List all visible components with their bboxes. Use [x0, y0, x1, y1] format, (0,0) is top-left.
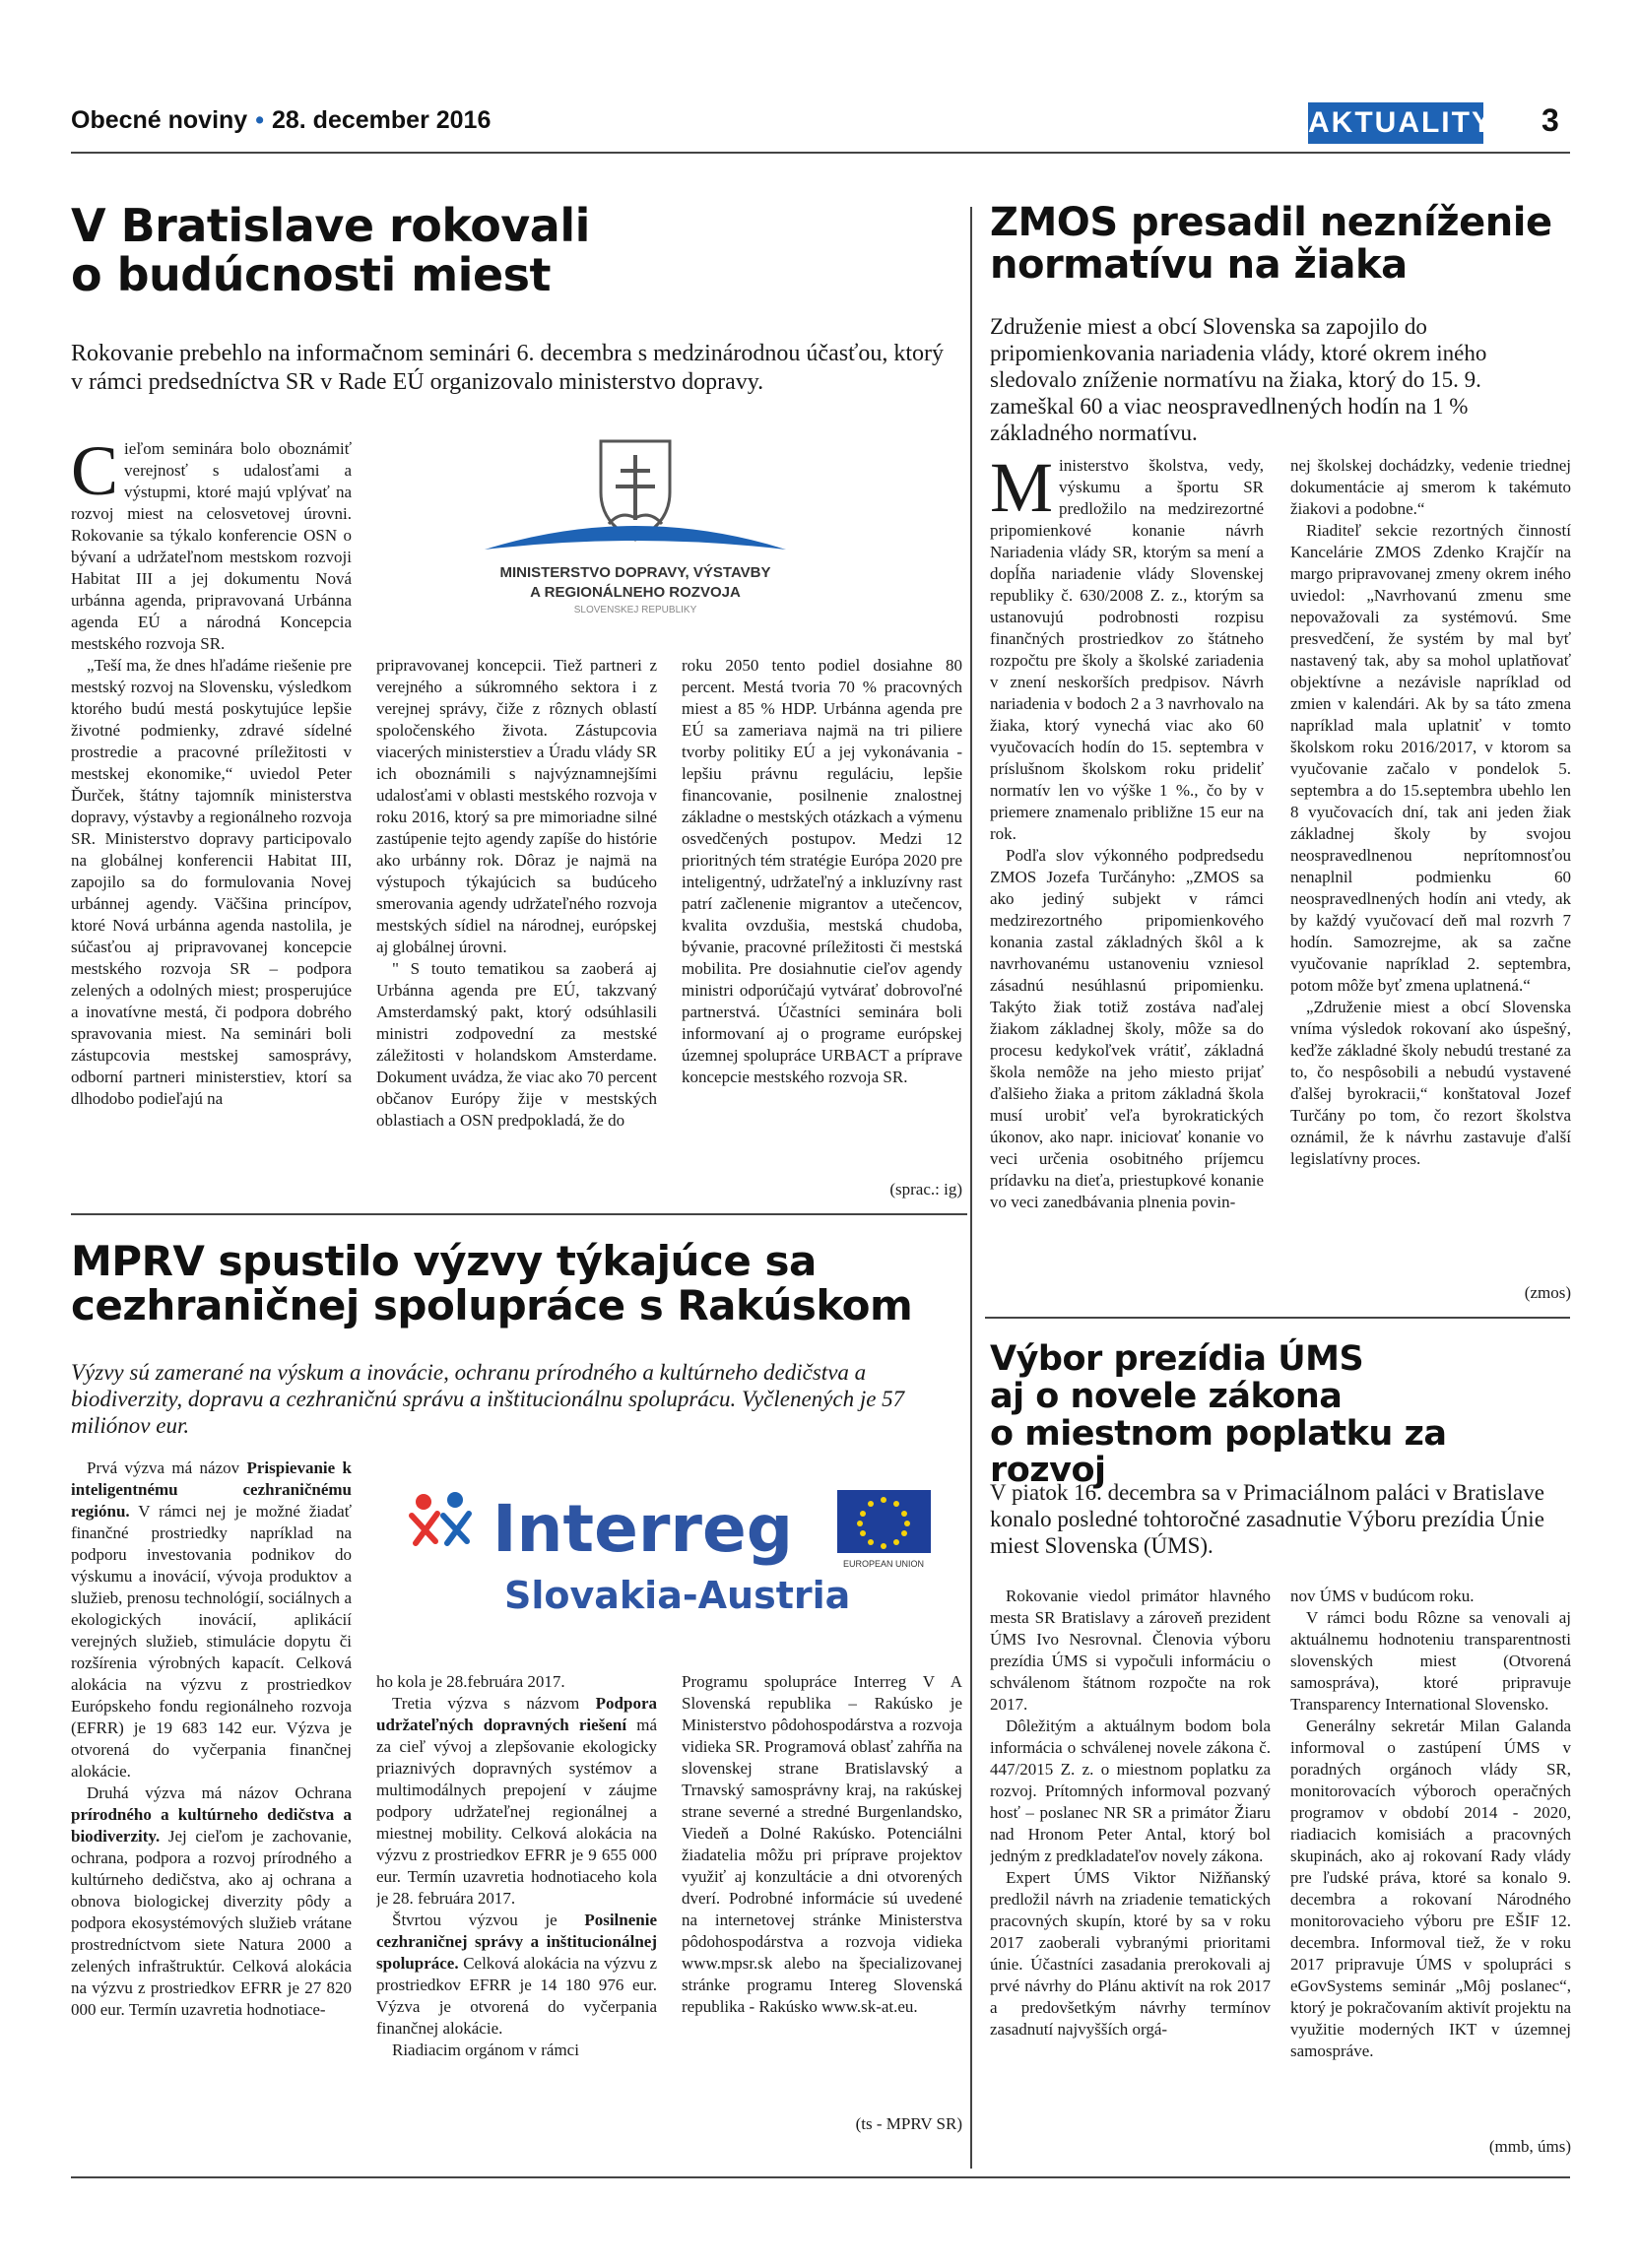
headline-line: Výbor prezídia ÚMS [990, 1339, 1364, 1379]
text-run: V rámci nej je možné žiadať finančné prostriedky napríklad na podporu investovania podnikov do výskumu a inovácií, vývoja produktov a služieb, prenosu technológií, sociálnych a ekologických inovácií, aplikácií verejných služieb, stimulácie dopytu či rozšírenia výrobných kapacít. Celková alokácia na výzvu z prostriedkov Európskeho fondu regionálneho rozvoja (EFRR) je 19 683 142 eur. Výzva je otvorená do vyčerpania finančnej alokácie. [71, 1502, 352, 1781]
paragraph: ho kola je 28.februára 2017. [376, 1672, 565, 1691]
section-badge: AKTUALITY [1308, 102, 1483, 144]
paragraph: Programu spolupráce Interreg V A Slovenská republika – Rakúsko je Ministerstvo pôdohospodárstva a rozvoja vidieka SR. Programová oblasť zahŕňa na slovenskej strane Bratislavský a Trnavský samosprávny kraj, na rakúskej strane severné a stredné Burgenlandsko, Viedeň a Dolné Rakúsko. Potenciálni žiadatelia môžu pri príprave projektov využiť aj konzultácie a dni otvorených dverí. Podrobné informácie sú uvedené na internetovej stránke Ministerstva pôdohospodárstva a rozvoja vidieka www.mpsr.sk alebo na špecializovanej stránke programu Intereg Slovenská republika - Rakúsko www.sk-at.eu. [682, 1672, 962, 2016]
headline-line: V Bratislave rokovali [71, 199, 590, 252]
article-headline [990, 1341, 1571, 1490]
interreg-region: Slovakia-Austria [504, 1574, 851, 1617]
text-run: Štvrtou výzvou je [392, 1911, 585, 1929]
headline-line: cezhraničnej spolupráce s Rakúskom [71, 1281, 913, 1330]
article-column-1 [71, 438, 352, 1206]
article-column-1 [71, 1458, 352, 2162]
headline-line: ZMOS presadil nezníženie [990, 200, 1552, 245]
paragraph: Expert ÚMS Viktor Nižňanský predložil návrh na zriadenie tematických pracovných skupín, ktoré by sa v roku 2017 zaoberali vybranými prioritami únie. Účastníci zasadania prerokovali aj prvé návrhy do Plánu aktivít na rok 2017 a predovšetkým návrhy termínov zasadnutí najvyšších orgá- [990, 1868, 1271, 2039]
article-lead: Rokovanie prebehlo na informačnom seminári 6. decembra s medzinárodnou účasťou, ktorý v rámci predsedníctva SR v Rade EÚ organizovalo ministerstvo dopravy. [71, 341, 944, 395]
interreg-logo [394, 1482, 946, 1645]
call-name: prírodného a kultúrneho dedičstva a biodiverzity. [71, 1805, 352, 1846]
article-lead: Združenie miest a obcí Slovenska sa zapojilo do pripomienkovania nariadenia vlády, ktoré okrem iného sledovalo zníženie normatívu na žiaka, ktorý do 15. 9. zameškal 60 a viac neospravedlnených hodín na 1 % základného normatívu. [990, 314, 1487, 445]
paragraph: " S touto tematikou sa zaoberá aj Urbánna agenda pre EÚ, takzvaný Amsterdamský pakt, ktorý odsúhlasili ministri zodpovední za mestské záležitosti v holandskom Amsterdame. Dokument uvádza, že viac ako 70 percent občanov Európy žije v mestských oblastiach a OSN predpokladá, že do [376, 959, 657, 1130]
masthead [71, 102, 1568, 146]
paragraph: Podľa slov výkonného podpredsedu ZMOS Jozefa Turčányho: „ZMOS sa ako jediný subjekt v rámci medzirezortného pripomienkového konania zastal základných škôl a k navrhovanému ustanoveniu vzniesol zásadnú nesúhlasnú pripomienku. Takýto žiak totiž zostáva naďalej žiakom základnej školy, môže sa do procesu kedykoľvek vrátiť, základná škola nemôže na jeho miesto prijať ďalšieho žiaka a pritom základná škola musí urobiť veľa byrokratických úkonov, ako napr. iniciovať konanie vo veci určenia osobitného príjemcu prídavku na dieťa, priestupkové konanie vo veci zanedbávania plnenia povin- [990, 846, 1264, 1211]
headline-line: o budúcnosti miest [71, 247, 552, 301]
headline-line: aj o novele zákona [990, 1376, 1343, 1416]
headline-line: MPRV spustilo výzvy týkajúce sa [71, 1237, 817, 1285]
text-run: má za cieľ vývoj a zlepšovanie ekologicky priaznivých dopravných systémov a multimodálnych prepojení v záujme podpory udržateľnej regionálnej a miestnej mobility. Celková alokácia na výzvu z prostriedkov EFRR je 9 655 000 eur. Termín uzavretia hodnotiaceho kola je 28. februára 2017. [376, 1716, 657, 1908]
section-rule [71, 1213, 967, 1215]
logo-line2: A REGIONÁLNEHO ROZVOJA [530, 584, 741, 601]
paragraph: Generálny sekretár Milan Galanda informoval o zastúpení ÚMS v poradných orgánoch vlády SR, monitorovacích výboroch operačných programov v období 2014 - 2020, riadiacich komisiách a pracovných skupinách, ako aj rokovaní Rady vlády pre ľudské práva, ktoré sa konalo 9. decembra a rokovaní Národného monitorovacieho výboru pre EŠIF 12. decembra. Informoval tiež, že v roku 2017 pripravuje ÚMS v spolupráci s eGovSystems seminár „Môj poslanec“, ktorý je pokračovaním aktivít projektu na využitie moderných IKT v územnej samospráve. [1290, 1717, 1571, 2060]
article-headline [71, 1239, 967, 1328]
paragraph: roku 2050 tento podiel dosiahne 80 percent. Mestá tvoria 70 % pracovných miest a 85 % HDP. Urbánna agenda pre EÚ sa zameriava najmä na tri piliere tvorby politiky EÚ a jej vykonávania - lepšiu právnu reguláciu, lepšie financovanie, posilnenie znalostnej základne o mestských otázkach a výmenu osvedčených postupov. Medzi 12 prioritných tém stratégie Európa 2020 pre inteligentný, udržateľný a inkluzívny rast patrí začlenenie migrantov a utečencov, kvalita ovzdušia, mestská chudoba, bývanie, pracovné príležitosti či mestská mobilita. Pre dosiahnutie cieľov agendy ministri odporúčajú vytvárať dobrovoľné partnerstvá. Účastníci seminára boli informovaní aj o programe európskej územnej spolupráce URBACT a príprave koncepcie mestského rozvoja SR. [682, 656, 962, 1086]
article-column-2 [376, 1671, 657, 2162]
text-run: Prvá výzva má názov [87, 1458, 247, 1477]
article-column-3 [682, 655, 962, 1175]
call-name: Posilnenie cezhraničnej správy a inštitucionálnej spolupráce. [376, 1911, 657, 1973]
paragraph: inisterstvo školstva, vedy, výskumu a športu SR predložilo na medzirezortné pripomienkové konanie návrh Nariadenia vlády SR, ktorým sa mení a dopĺňa nariadenie vlády Slovenskej republiky č. 630/2008 Z. z., ktorým sa ustanovujú podrobnosti rozpisu finančných prostriedkov zo štátneho rozpočtu pre školy a školské zariadenia v znení neskorších predpisov. Návrh nariadenia v bodoch 2 a 3 navrhovalo na žiaka, ktorý vynechá viac ako 60 vyučovacích hodín do 15. septembra v príslušnom školskom roku prideliť normatív len vo výške 1 %., čo by v priemere znamenalo približne 15 eur na rok. [990, 456, 1264, 843]
separator-dot: • [255, 106, 264, 134]
logo-line1: MINISTERSTVO DOPRAVY, VÝSTAVBY [499, 564, 771, 581]
interreg-word: Interreg [492, 1491, 793, 1567]
paragraph: ieľom seminára bolo oboznámiť verejnosť s udalosťami a výstupmi, ktoré majú vplývať na rozvoj miest na celosvetovej úrovni. Rokovanie sa týkalo konferencie OSN o bývaní a udržateľnom mestskom rozvoji Habitat III a jej dokumentu Nová urbánna agenda, pripravovaná Urbánna agenda EÚ a národná Koncepcia mestského rozvoja SR. [71, 439, 352, 653]
header-rule [71, 152, 1570, 154]
eu-caption: EUROPEAN UNION [842, 1559, 925, 1569]
article-column-2 [376, 655, 657, 1206]
article-column-1 [990, 1586, 1271, 2167]
headline-line: o miestnom poplatku za rozvoj [990, 1413, 1447, 1491]
article-headline [990, 202, 1571, 287]
page-number: 3 [1542, 102, 1559, 138]
ministry-logo [473, 433, 798, 630]
article-credit: (ts - MPRV SR) [855, 2114, 962, 2133]
article-credit: (zmos) [1524, 1283, 1571, 1302]
paragraph: pripravovanej koncepcii. Tiež partneri z verejného a súkromného sektora i z verejnej správy, čiže z rôznych oblastí spoločenského života. Zástupcovia viacerých ministerstiev a Úradu vlády SR ich oboznámili s najvýznamnejšími udalosťami v oblasti mestského rozvoja v roku 2016, ktorý sa pre mimoriadne silné zastúpenie tejto agendy zapíše do histórie ako urbánny rok. Dôraz je najmä na výstupoch týkajúcich sa budúceho smerovania agendy udržateľného rozvoja mestských sídiel na národnej, európskej aj globálnej úrovni. [376, 656, 657, 956]
paragraph: „Teší ma, že dnes hľadáme riešenie pre mestský rozvoj na Slovensku, výsledkom ktorého budú mestá poskytujúce lepšie životné podmienky, zdravé sídelné prostredie a pracovné príležitosti v mestskej ekonomike,“ uviedol Peter Ďurček, štátny tajomník ministerstva dopravy, výstavby a regionálneho rozvoja SR. Ministerstvo dopravy participovalo na globálnej konferencii Habitat III, zapojilo sa do formulovania Novej urbánnej agendy. Väčšina princípov, ktoré Nová urbánna agenda nastolila, je súčasťou aj pripravovanej koncepcie mestského rozvoja SR – podpora zelených a odolných miest; prosperujúce a inovatívne mestá, či podpora dobrého spravovania miest. Na seminári boli zástupcovia mestskej samosprávy, odborní partneri ministerstiev, ktorí sa dlhodobo podieľajú na [71, 656, 352, 1108]
eu-flag-icon [837, 1490, 931, 1553]
paragraph: V rámci bodu Rôzne sa venovali aj aktuálnemu hodnoteniu transparentnosti slovenských miest (Otvorená samospráva), ktoré pripravuje Transparency International Slovensko. [1290, 1608, 1571, 1714]
paragraph: nej školskej dochádzky, vedenie triednej dokumentácie aj smerom k takémuto žiakovi a podobne.“ [1290, 456, 1571, 518]
interreg-figures-icon [412, 1492, 469, 1543]
headline-line: normatívu na žiaka [990, 242, 1408, 289]
issue-date: 28. december 2016 [271, 106, 492, 134]
dropcap: M [990, 455, 1054, 527]
dropcap: C [71, 438, 119, 510]
call-name: Podpora udržateľných dopravných riešení [376, 1694, 657, 1734]
paragraph: Riaditeľ sekcie rezortných činností Kancelárie ZMOS Zdenko Krajčír na margo pripravovanej zmeny okrem iného uviedol: „Navrhovanú zmenu sme nepovažovali za systémovú. Sme presvedčení, že systém by mal byť nastavený tak, aby sa mohol uplatňovať objektívne a nezávisle napríklad od zmien v kalendári. Ak by sa táto zmena napríklad mala uplatniť v tomto školskom roku 2016/2017, v ktorom sa vyučovanie začalo v pondelok 5. septembra a do 15.septembra ubehlo len 8 vyučovacích dní, tak ani jeden žiak základnej školy by svojou neospravedlnenou neprítomnosťou nenaplnil podmienku 60 neospravedlnených hodín ani vtedy, ak by každý vyučovací deň mal rozvrh 7 hodín. Samozrejme, ak sa začne vyučovanie napríklad 2. septembra, potom môže byť zmena uplatnená.“ [1290, 521, 1571, 995]
article-column-2 [1290, 455, 1571, 1267]
paragraph: Rokovanie viedol primátor hlavného mesta SR Bratislavy a zároveň prezident ÚMS Ivo Nesrovnal. Členovia výboru prezídia ÚMS si vypočuli informáciu o schválenom štátnom rozpočte na rok 2017. [990, 1587, 1271, 1714]
article-credit: (sprac.: ig) [889, 1180, 962, 1199]
masthead-left [71, 106, 491, 135]
article-column-3 [682, 1671, 962, 2095]
section-rule [985, 1317, 1570, 1319]
paragraph: Dôležitým a aktuálnym bodom bola informácia o schválenej novele zákona č. 447/2015 Z. z. o miestnom poplatku za rozvoj. Prítomných informoval pozvaný hosť – poslanec NR SR a primátor Žiaru nad Hronom Peter Antal, ktorý bol jedným z predkladateľov novely zákona. [990, 1717, 1271, 1865]
text-run: Druhá výzva má názov Ochrana [87, 1783, 352, 1802]
paragraph: Riadiacim orgánom v rámci [392, 2041, 579, 2059]
text-run: Jej cieľom je zachovanie, ochrana, podpora a rozvoj prírodného a kultúrneho dedičstva, ako aj ochrana a obnova biologickej diverzity pôdy a podpora ekosystémových služieb vrátane prostredníctvom siete Natura 2000 a zelených infraštruktúr. Celková alokácia na výzvu z prostriedkov EFRR je 27 820 000 eur. Termín uzavretia hodnotiace- [71, 1827, 352, 2019]
column-divider [970, 207, 972, 1526]
article-column-1 [990, 455, 1264, 1307]
footer-rule [71, 2176, 1570, 2178]
article-lead: Výzvy sú zamerané na výskum a inovácie, ochranu prírodného a kultúrneho dedičstva a biodiverzity, dopravu a cezhraničnú správu a inštitucionálnu spoluprácu. Vyčlenených je 57 miliónov eur. [71, 1360, 905, 1438]
column-divider [970, 1329, 972, 2169]
paper-name: Obecné noviny [71, 106, 248, 134]
article-credit: (mmb, úms) [1488, 2137, 1571, 2156]
text-run: Tretia výzva s názvom [392, 1694, 596, 1713]
text-run: Celková alokácia na výzvu z prostriedkov EFRR je 14 180 976 eur. Výzva je otvorená do vyčerpania finančnej alokácie. [376, 1954, 657, 2038]
article-lead: V piatok 16. decembra sa v Primaciálnom paláci v Bratislave konalo posledné tohtoročné zasadnutie Výboru prezídia Únie miest Slovenska (ÚMS). [990, 1480, 1544, 1558]
slovak-coat-of-arms-icon [601, 441, 670, 540]
paragraph: nov ÚMS v budúcom roku. [1290, 1587, 1475, 1605]
call-name: Prispievanie k inteligentnému cezhraničnému regiónu. [71, 1458, 352, 1521]
article-headline [71, 199, 938, 301]
logo-line3: SLOVENSKEJ REPUBLIKY [573, 605, 697, 616]
article-column-2 [1290, 1586, 1571, 2132]
paragraph: „Združenie miest a obcí Slovenska vníma výsledok rokovaní ako úspešný, keďže základné školy nebudú trestané za to, čo nespôsobili a nebudú vystavené ďalšej byrokracii,“ konštatoval Jozef Turčány po tom, čo rezort školstva oznámil, že k návrhu zastavuje ďalší legislatívny proces. [1290, 998, 1571, 1168]
